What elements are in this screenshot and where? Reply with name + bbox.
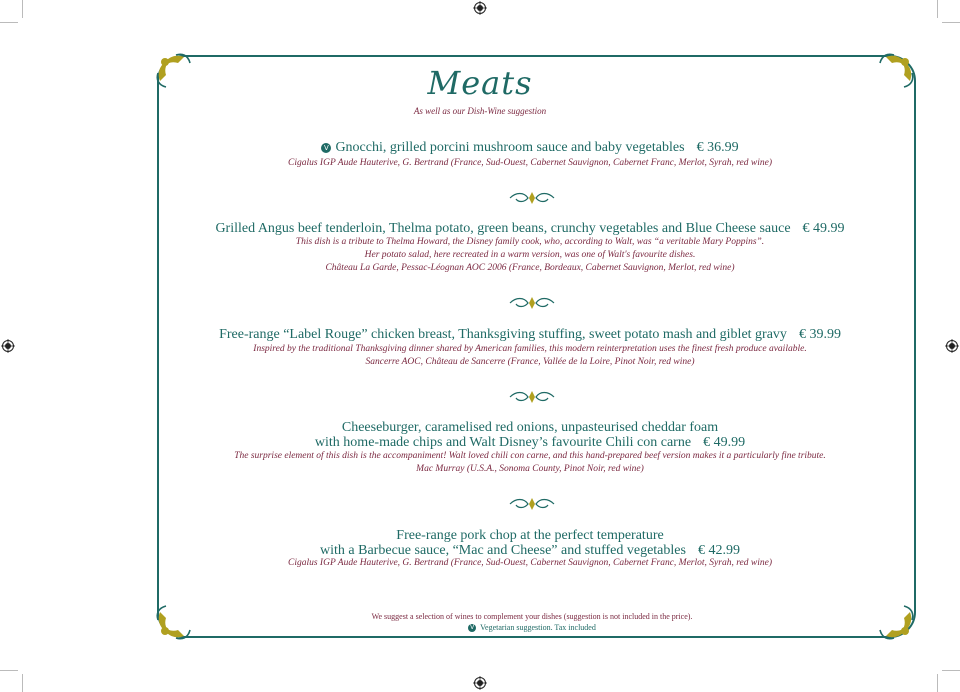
ornament-divider-icon xyxy=(508,191,556,205)
dish-title: Gnocchi, grilled porcini mushroom sauce and baby vegetables xyxy=(335,140,685,155)
wine-suggestion: Sancerre AOC, Château de Sancerre (France, Vallée de la Loire, Pinot Noir, red wine) xyxy=(365,357,695,367)
trim-mark xyxy=(22,674,23,692)
trim-mark xyxy=(0,670,18,671)
vegetarian-icon: V xyxy=(470,624,475,631)
registration-mark-icon xyxy=(473,1,487,15)
dish-name: Free-range pork chop at the perfect temperature xyxy=(396,528,664,543)
dish-description: Her potato salad, here recreated in a warm version, was one of Walt's favourite dishes. xyxy=(364,250,696,260)
dish-title: Grilled Angus beef tenderloin, Thelma potato, green beans, crunchy vegetables and Blue Cheese sauce xyxy=(215,221,791,236)
dish-title: Free-range “Label Rouge” chicken breast, Thanksgiving stuffing, sweet potato mash and giblet gravy xyxy=(219,327,787,342)
page-title: Meats xyxy=(427,64,533,102)
ornament-divider-icon xyxy=(508,390,556,404)
dish-name xyxy=(170,435,890,451)
dish-name xyxy=(170,327,890,343)
registration-mark-icon xyxy=(945,339,959,353)
wine-suggestion: Cigalus IGP Aude Hauterive, G. Bertrand (France, Sud-Ouest, Cabernet Sauvignon, Cabernet Franc, Merlot, Syrah, red wine) xyxy=(288,158,772,168)
trim-mark xyxy=(937,674,938,692)
dish-description: The surprise element of this dish is the accompaniment! Walt loved chili con carne, and this hand-prepared beef version makes it a particularly fine tribute. xyxy=(234,451,826,461)
dish-price: € 39.99 xyxy=(798,327,841,342)
registration-mark-icon xyxy=(473,676,487,690)
dish-title: with a Barbecue sauce, “Mac and Cheese” and stuffed vegetables xyxy=(320,543,686,558)
wine-suggestion: Château La Garde, Pessac-Léognan AOC 2006 (France, Bordeaux, Cabernet Sauvignon, Merlot, red wine) xyxy=(325,263,735,273)
dish-description: Inspired by the traditional Thanksgiving dinner shared by American families, this modern reinterpretation uses the finest fresh produce available. xyxy=(253,344,807,354)
trim-mark xyxy=(0,22,18,23)
registration-mark-icon xyxy=(1,339,15,353)
trim-mark xyxy=(942,22,960,23)
dish-price: € 42.99 xyxy=(697,543,740,558)
legend-text: Vegetarian suggestion. Tax included xyxy=(480,623,596,632)
dish-price: € 49.99 xyxy=(802,221,845,236)
dish-title: with home-made chips and Walt Disney’s favourite Chili con carne xyxy=(314,435,692,450)
dish-description: This dish is a tribute to Thelma Howard, the Disney family cook, who, according to Walt, was “a veritable Mary Poppins”. xyxy=(295,237,765,247)
page-subtitle: As well as our Dish-Wine suggestion xyxy=(413,106,547,116)
ornament-divider-icon xyxy=(508,296,556,310)
wine-suggestion: Mac Murray (U.S.A., Sonoma County, Pinot Noir, red wine) xyxy=(416,464,644,474)
footer-legend xyxy=(0,623,960,632)
trim-mark xyxy=(22,0,23,18)
dish-name: Cheeseburger, caramelised red onions, unpasteurised cheddar foam xyxy=(341,420,719,435)
ornament-divider-icon xyxy=(508,497,556,511)
dish-price: € 36.99 xyxy=(696,140,739,155)
trim-mark xyxy=(937,0,938,18)
wine-suggestion: Cigalus IGP Aude Hauterive, G. Bertrand (France, Sud-Ouest, Cabernet Sauvignon, Cabernet Franc, Merlot, Syrah, red wine) xyxy=(288,558,772,568)
vegetarian-icon: V xyxy=(321,143,331,153)
dish-name xyxy=(170,140,890,156)
footer-wine-note: We suggest a selection of wines to complement your dishes (suggestion is not included in the price). xyxy=(371,612,693,621)
trim-mark xyxy=(942,670,960,671)
dish-price: € 49.99 xyxy=(703,435,746,450)
dish-name xyxy=(170,221,890,237)
